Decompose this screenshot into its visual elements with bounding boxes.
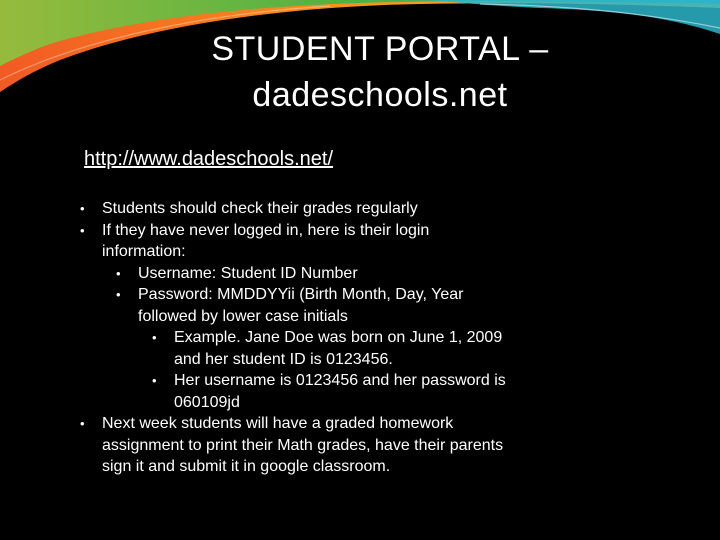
bullet-icon: • [116,265,121,281]
title-line-1: STUDENT PORTAL – [211,30,549,68]
bullet-text: Students should check their grades regularly [102,200,418,217]
bullet-text: assignment to print their Math grades, have their parents [102,436,504,454]
sub-sub-bullet-text: Her username is 0123456 and her password is [174,372,506,389]
title-line-2: dadeschools.net [252,76,508,114]
sub-bullet-text: followed by lower case initials [138,307,348,325]
bullet-icon: • [80,416,85,431]
bullet-icon: • [80,201,85,216]
slide-title [130,26,630,118]
bullet-icon: • [152,373,157,388]
sub-sub-bullet-text: 060109jd [174,393,240,411]
bullet-text: Next week students will have a graded homework [102,415,454,432]
bullet-icon: • [116,287,121,302]
dadeschools-link[interactable]: http://www.dadeschools.net/ [84,148,334,170]
bullet-text: sign it and submit it in google classroom. [102,458,391,475]
bullet-icon: • [80,222,85,238]
sub-bullet-text: Password: MMDDYYii (Birth Month, Day, Year [138,286,464,303]
sub-sub-bullet-text: Example. Jane Doe was born on June 1, 2009 [174,329,503,346]
sub-sub-bullet-text: and her student ID is 0123456. [174,350,393,368]
bullet-text: information: [102,243,186,260]
bullet-icon: • [152,330,157,345]
bullet-text: If they have never logged in, here is their login [102,221,430,239]
sub-bullet-text: Username: Student ID Number [138,264,358,282]
